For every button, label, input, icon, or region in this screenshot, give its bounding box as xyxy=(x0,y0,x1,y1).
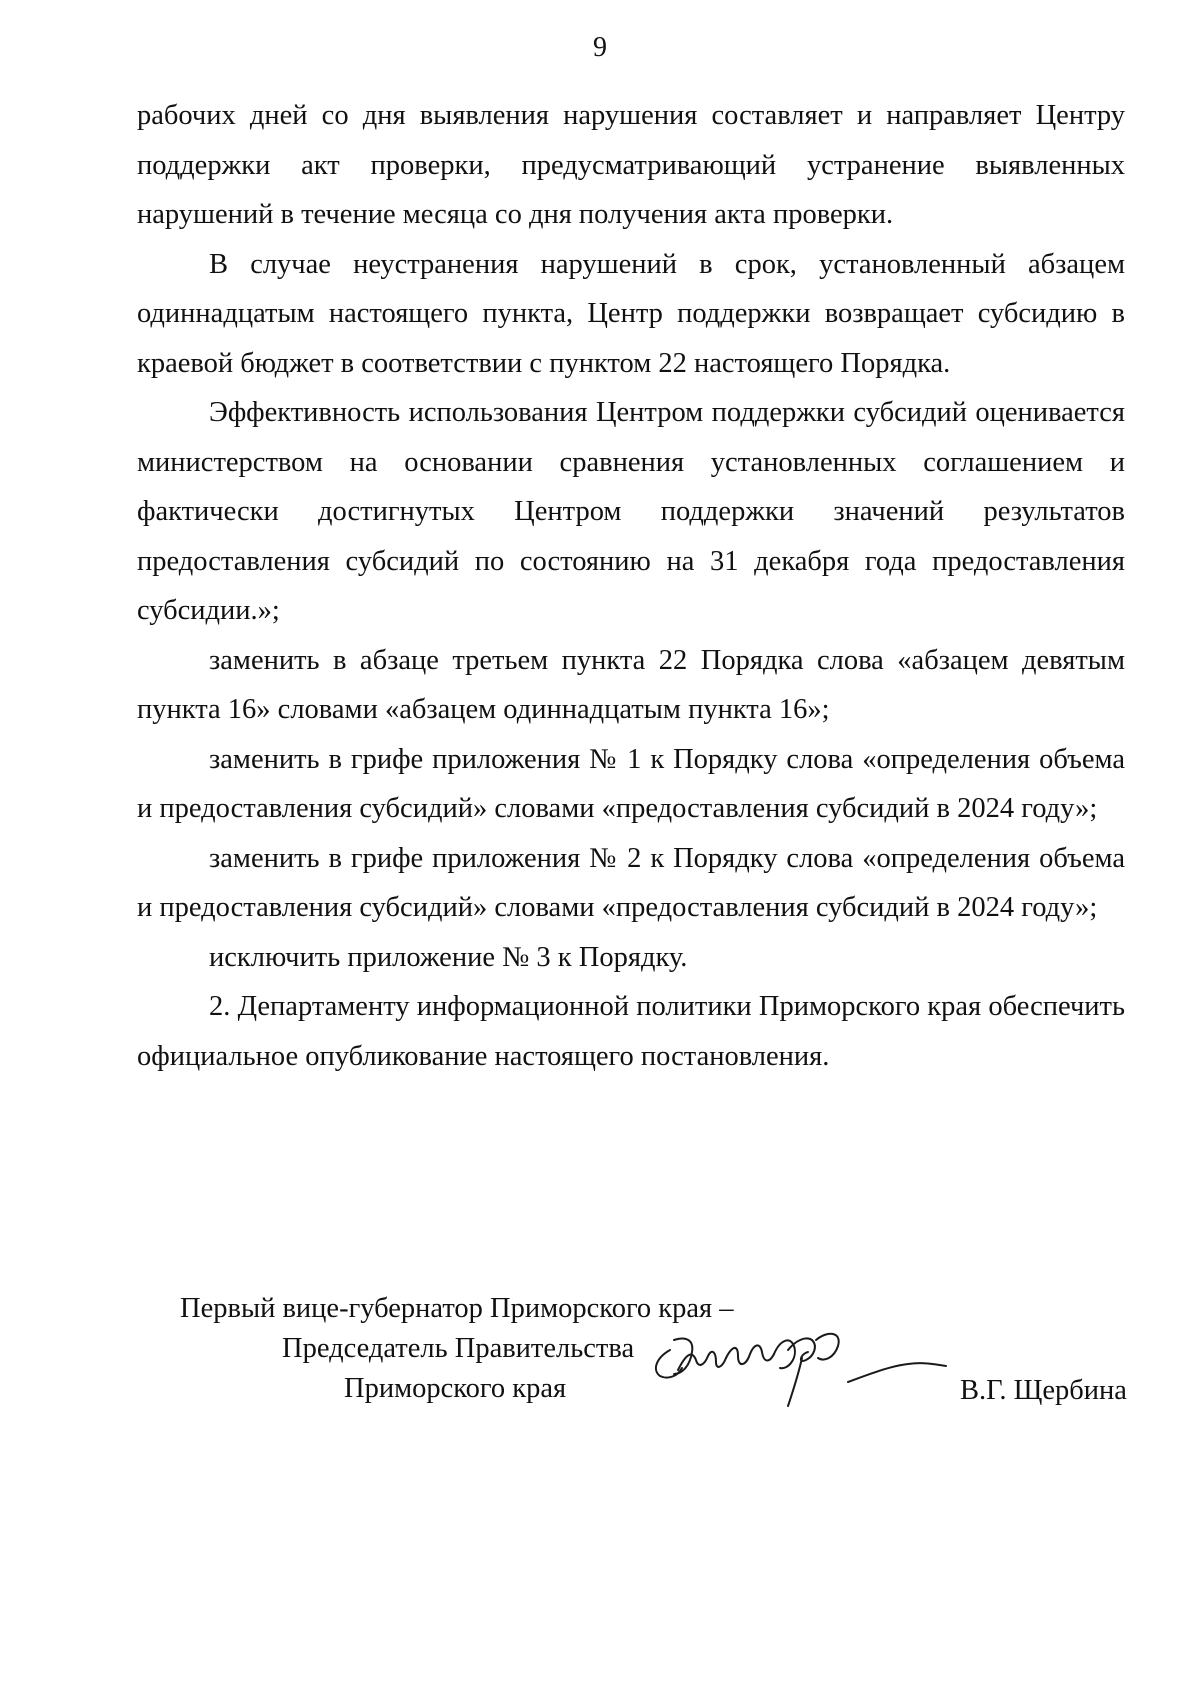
signature-block xyxy=(180,1290,1140,1460)
paragraph-continuation: рабочих дней со дня выявления нарушения составляет и направляет Центру поддержки акт проверки, предусматривающий устранение выявленных нарушений в течение месяца со дня получения акта проверки. xyxy=(137,100,1125,230)
paragraph-nonremedy: В случае неустранения нарушений в срок, установленный абзацем одиннадцатым настоящего пункта, Центр поддержки возвращает субсидию в краевой бюджет в соответствии с пунктом 22 настоящего Порядка. xyxy=(137,248,1125,379)
signer-name: В.Г. Щербина xyxy=(960,1375,1127,1406)
paragraph-amend-p22: заменить в абзаце третьем пункта 22 Порядка слова «абзацем девятым пункта 16» словами «абзацем одиннадцатым пункта 16»; xyxy=(137,644,1125,725)
paragraph-amend-appendix-2: заменить в грифе приложения № 2 к Порядку слова «определения объема и предоставления субсидий» словами «предоставления субсидий в 2024 году»; xyxy=(137,842,1125,923)
page-number: 9 xyxy=(593,32,607,63)
handwritten-signature xyxy=(638,1310,958,1410)
signer-position-line-2: Председатель Правительства xyxy=(282,1333,635,1364)
signer-position-line-3: Приморского края xyxy=(344,1373,567,1404)
signer-position-line-1: Первый вице-губернатор Приморского края – xyxy=(180,1293,734,1324)
document-body xyxy=(137,91,1125,1081)
paragraph-publication: 2. Департаменту информационной политики Приморского края обеспечить официальное опубликование настоящего постановления. xyxy=(137,991,1125,1072)
paragraph-efficiency: Эффективность использования Центром поддержки субсидий оценивается министерством на основании сравнения установленных соглашением и фактически достигнутых Центром поддержки значений результатов предоставления субсидий по состоянию на 31 декабря года предоставления субсидии.»; xyxy=(137,397,1125,626)
paragraph-amend-appendix-1: заменить в грифе приложения № 1 к Порядку слова «определения объема и предоставления субсидий» словами «предоставления субсидий в 2024 году»; xyxy=(137,743,1125,824)
paragraph-exclude-appendix-3: исключить приложение № 3 к Порядку. xyxy=(209,941,688,973)
